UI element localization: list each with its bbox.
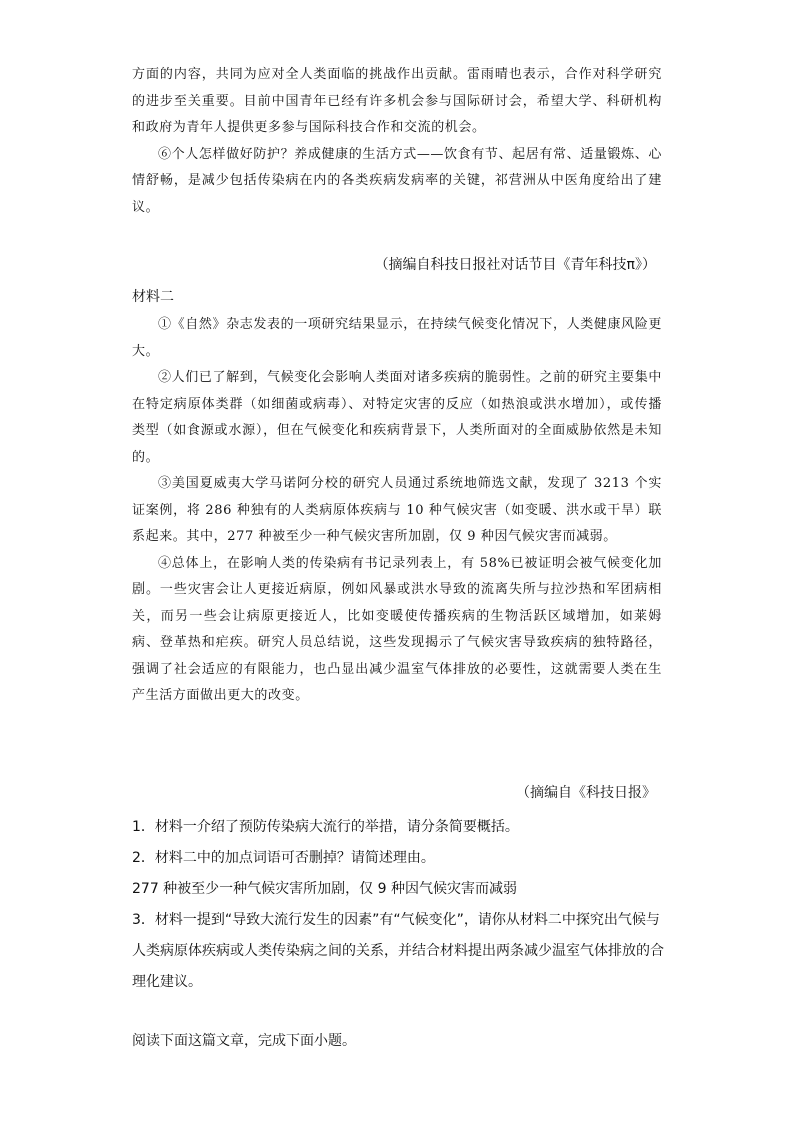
- material1-source: （摘编自科技日报社对话节目《青年科技π》）: [374, 257, 656, 273]
- material2-source: （摘编自《科技日报》: [516, 785, 656, 801]
- material2-label: 材料二: [132, 289, 174, 305]
- material1-paragraph-5-continuation: 方面的内容，共同为应对全人类面临的挑战作出贡献。雷雨晴也表示，合作对科学研究的进步至关重要。目前中国青年已经有许多机会参与国际研讨会，希望大学、科研机构和政府为青年人提供更多参与国际科技合作和交流的机会。: [132, 67, 662, 135]
- material2-paragraph-2: ②人们已了解到，气候变化会影响人类面对诸多疾病的脆弱性。之前的研究主要集中在特定病原体类群（如细菌或病毒）、对特定灾害的反应（如热浪或洪水增加），或传播类型（如食源或水源），但在气候变化和疾病背景下，人类所面对的全面威胁依然是未知的。: [132, 370, 662, 465]
- material2-paragraph-1: ①《自然》杂志发表的一项研究结果显示，在持续气候变化情况下，人类健康风险更大。: [132, 317, 662, 359]
- material1-text: [132, 62, 662, 221]
- material2-text: [132, 312, 662, 710]
- material2-paragraph-4: ④总体上，在影响人类的传染病有书记录列表上，有 58%已被证明会被气候变化加剧。一些灾害会让人更接近病原，例如风暴或洪水导致的流离失所与拉沙热和军团病相关，而另一些会让病原更接近人，比如变暖使传播疾病的生物活跃区域增加，如莱姆病、登革热和疟疾。研究人员总结说，这些发现揭示了气候灾害导致疾病的独特路径，强调了社会适应的有限能力，也凸显出减少温室气体排放的必要性，这就需要人类在生产生活方面做出更大的改变。: [132, 555, 662, 703]
- question-2: 2．材料二中的加点词语可否删掉？请简述理由。: [132, 850, 435, 866]
- question-2-quote: 277 种被至少一种气候灾害所加剧，仅 9 种因气候灾害而减弱: [132, 881, 517, 897]
- material1-paragraph-6: ⑥个人怎样做好防护？养成健康的生活方式——饮食有节、起居有常、适量锻炼、心情舒畅，是减少包括传染病在内的各类疾病发病率的关键，祁营洲从中医角度给出了建议。: [132, 146, 662, 215]
- question-1: 1．材料一介绍了预防传染病大流行的举措，请分条简要概括。: [132, 819, 519, 835]
- material2-paragraph-3: ③美国夏威夷大学马诺阿分校的研究人员通过系统地筛选文献，发现了 3213 个实证案例，将 286 种独有的人类病原体疾病与 10 种气候灾害（如变暖、洪水或干旱）联系起来。其中，277 种被至少一种气候灾害所加剧，仅 9 种因气候灾害而减弱。: [132, 476, 662, 544]
- reading-instruction: 阅读下面这篇文章，完成下面小题。: [132, 1033, 356, 1049]
- question-3: 3．材料一提到“导致大流行发生的因素”有“气候变化”，请你从材料二中探究出气候与人类病原体疾病或人类传染病之间的关系，并结合材料提出两条减少温室气体排放的合理化建议。: [132, 912, 664, 990]
